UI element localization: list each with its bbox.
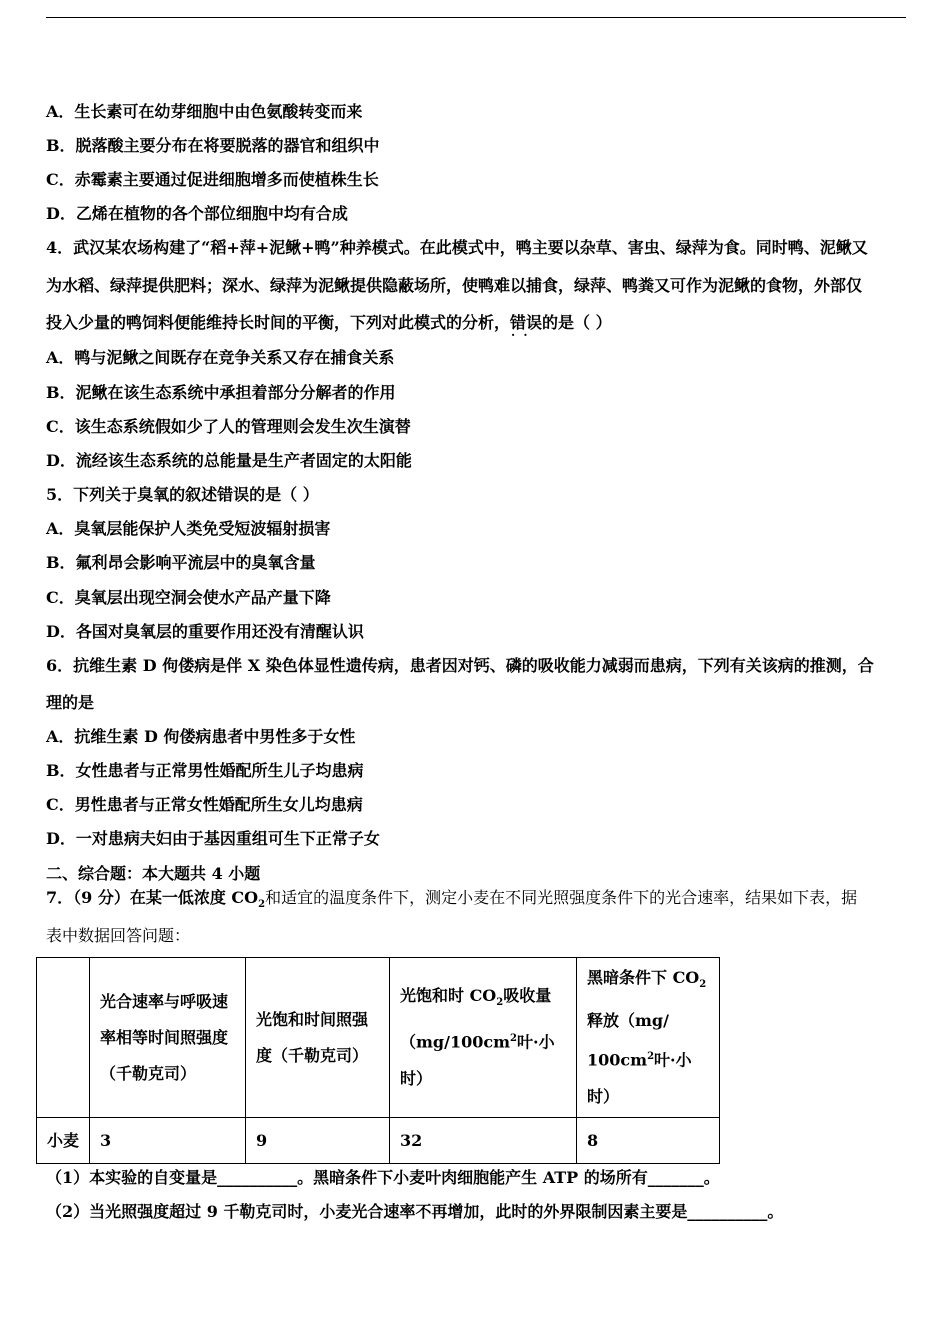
header-3-line1 xyxy=(400,978,566,1021)
q4-option-b: B．泥鳅在该生态系统中承担着部分分解者的作用 xyxy=(46,383,396,402)
q7-stem-line1 xyxy=(46,888,857,915)
q7-rest: 和适宜的温度条件下，测定小麦在不同光照强度条件下的光合速率，结果如下表，据 xyxy=(265,888,858,907)
header-3-text-d: 叶·小 xyxy=(517,1032,555,1052)
header-cell-3 xyxy=(390,958,577,1118)
q7-prefix: 7．（9 分）在某一低浓度 CO xyxy=(46,888,259,907)
header-3-text-a: 光饱和时 CO xyxy=(400,986,497,1006)
header-4-line4: 时） xyxy=(587,1086,620,1106)
header-cell-2 xyxy=(246,958,390,1118)
header-1-line1: 光合速率与呼吸速 xyxy=(100,991,229,1011)
q7-stem-line2 xyxy=(46,926,190,946)
table-row xyxy=(37,1118,720,1164)
q3-option-b: B．脱落酸主要分布在将要脱落的器官和组织中 xyxy=(46,136,380,155)
q6-option-c: C．男性患者与正常女性婚配所生女儿均患病 xyxy=(46,795,363,814)
q7-line2-text: 表中数据回答问题： xyxy=(46,926,191,945)
q4-emphasis-wrong: 错误 · · xyxy=(510,313,542,332)
header-empty-cell xyxy=(37,958,90,1118)
q6-option-d: D．一对患病夫妇由于基因重组可生下正常子女 xyxy=(46,829,380,848)
row-label-cell: 小麦 xyxy=(37,1118,90,1164)
data-table xyxy=(36,957,720,1164)
q5-option-c: C．臭氧层出现空洞会使水产品产量下降 xyxy=(46,588,331,607)
q6-option-b: B．女性患者与正常男性婚配所生儿子均患病 xyxy=(46,761,364,780)
q4-stem-line2: 为水稻、绿萍提供肥料；深水、绿萍为泥鳅提供隐蔽场所，使鸭难以捕食，绿萍、鸭粪又可作为泥鳅的食物，外部仅 xyxy=(46,276,863,295)
header-4-line1 xyxy=(587,960,709,1003)
q6-option-a: A．抗维生素 D 佝偻病患者中男性多于女性 xyxy=(46,727,356,746)
header-4-line3 xyxy=(587,1039,709,1078)
header-4-sup: 2 xyxy=(647,1051,655,1063)
header-4-line2: 释放（mg/ xyxy=(587,1011,669,1031)
q4-option-d: D．流经该生态系统的总能量是生产者固定的太阳能 xyxy=(46,451,412,470)
q4-stem-line3 xyxy=(46,313,612,333)
q5-option-a: A．臭氧层能保护人类免受短波辐射损害 xyxy=(46,519,331,538)
q3-option-c: C．赤霉素主要通过促进细胞增多而使植株生长 xyxy=(46,170,379,189)
q5-stem: 5．下列关于臭氧的叙述错误的是（ ） xyxy=(46,485,319,504)
header-cell-1 xyxy=(90,958,246,1118)
q4-stem-after: 的是（ ） xyxy=(542,313,612,332)
header-3-line3: 时） xyxy=(400,1068,433,1088)
value-cell-1: 3 xyxy=(90,1118,246,1164)
header-3-sup: 2 xyxy=(510,1033,518,1045)
q7-co2-sub: 2 xyxy=(258,899,266,911)
q4-stem-before: 投入少量的鸭饲料便能维持长时间的平衡，下列对此模式的分析， xyxy=(46,313,511,332)
q4-option-a: A．鸭与泥鳅之间既存在竞争关系又存在捕食关系 xyxy=(46,348,395,367)
section-heading: 二、综合题：本大题共 4 小题 xyxy=(46,864,261,883)
q5-option-b: B．氟利昂会影响平流层中的臭氧含量 xyxy=(46,553,316,572)
q4-option-c: C．该生态系统假如少了人的管理则会发生次生演替 xyxy=(46,417,411,436)
header-3-line2 xyxy=(400,1021,566,1060)
header-2-line2: 度（千勒克司） xyxy=(256,1045,369,1065)
q5-option-d: D．各国对臭氧层的重要作用还没有清醒认识 xyxy=(46,622,364,641)
header-cell-4 xyxy=(577,958,720,1118)
header-3-text-b: 吸收量 xyxy=(503,986,552,1006)
q3-option-a: A．生长素可在幼芽细胞中由色氨酸转变而来 xyxy=(46,102,363,121)
q6-stem-line2: 理的是 xyxy=(46,693,95,712)
q7-subquestion-2: （2）当光照强度超过 9 千勒克司时，小麦光合速率不再增加，此时的外界限制因素主要是__________。 xyxy=(46,1202,784,1221)
header-4-sub: 2 xyxy=(699,979,707,991)
q3-option-d: D．乙烯在植物的各个部位细胞中均有合成 xyxy=(46,204,348,223)
q6-stem-line1: 6．抗维生素 D 佝偻病是伴 X 染色体显性遗传病，患者因对钙、磷的吸收能力减弱而患病，下列有关该病的推测，合 xyxy=(46,656,874,675)
header-4-text-a: 黑暗条件下 CO xyxy=(587,968,700,988)
table-header-row xyxy=(37,958,720,1118)
value-cell-3: 32 xyxy=(390,1118,577,1164)
value-cell-4: 8 xyxy=(577,1118,720,1164)
header-3-text-c: （mg/100cm xyxy=(400,1032,511,1052)
q4-stem-line1: 4．武汉某农场构建了“稻+萍+泥鳅+鸭”种养模式。在此模式中，鸭主要以杂草、害虫、绿萍为食。同时鸭、泥鳅又 xyxy=(46,238,868,257)
header-1-line3: （千勒克司） xyxy=(100,1063,197,1083)
header-4-text-d: 叶·小 xyxy=(654,1050,692,1070)
value-cell-2: 9 xyxy=(246,1118,390,1164)
q7-subquestion-1: （1）本实验的自变量是__________。黑暗条件下小麦叶肉细胞能产生 ATP 的场所有_______。 xyxy=(46,1168,720,1187)
header-1-line2: 率相等时间照强度 xyxy=(100,1027,229,1047)
header-4-text-c: 100cm xyxy=(587,1050,648,1070)
header-3-sub: 2 xyxy=(496,997,504,1009)
header-rule xyxy=(46,17,906,18)
header-2-line1: 光饱和时间照强 xyxy=(256,1009,369,1029)
